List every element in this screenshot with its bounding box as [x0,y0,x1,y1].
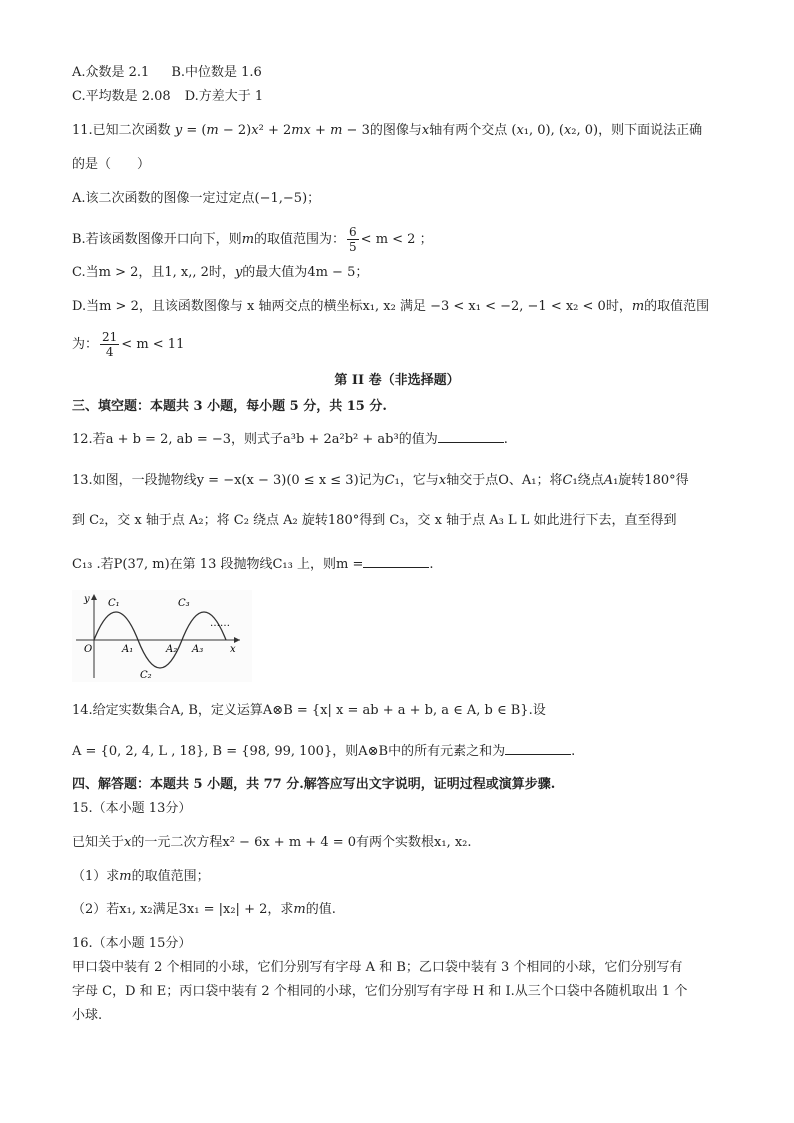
q16-line2: 字母 C，D 和 E；丙口袋中装有 2 个相同的小球，它们分别写有字母 H 和 I.从三个口袋中各随机取出 1 个 [72,984,688,999]
label-dots: …… [210,618,230,629]
q10-options-row1 [72,64,262,82]
label-o: O [84,644,93,655]
q11-option-a: A.该二次函数的图像一定过定点(−1,−5)； [72,191,321,206]
q11-option-d: D.当m > 2，且该函数图像与 x 轴两交点的横坐标x₁, x₂ 满足 −3 < x₁ < −2, −1 < x₂ < 0时，m的取值范围 [72,299,710,314]
q11-stem-cont: 的是（ ） [72,157,151,172]
q14-line2: A = {0, 2, 4, L , 18}, B = {98, 99, 100}，则A⊗B中的所有元素之和为 . [72,744,576,759]
q12: 12.若a + b = 2, ab = −3，则式子a³b + 2a²b² + ab³的值为 . [72,432,508,447]
q13-line1: 13.如图，一段抛物线y = −x(x − 3)(0 ≤ x ≤ 3)记为C₁，它与x轴交于点O、A₁；将C₁绕点A₁旋转180°得 [72,473,689,488]
q11-option-b: B.若该函数图像开口向下，则m的取值范围为： $\frac{6}{5}$ < m < 2 ； [72,225,433,254]
label-a3: A₃ [192,644,204,655]
q10-option-d: D.方差大于 1 [184,89,264,104]
q16-line1: 甲口袋中装有 2 个相同的小球，它们分别写有字母 A 和 B；乙口袋中装有 3 个相同的小球，它们分别写有 [72,960,683,975]
label-a1: A₁ [122,644,134,655]
q10-options-row2 [72,88,263,106]
q11-stem: 11.已知二次函数 y = (m − 2)x² + 2mx + m − 3的图像与x轴有两个交点 (x₁, 0), (x₂, 0)，则下面说法正确 [72,123,703,138]
q10-option-b: B.中位数是 1.6 [171,65,262,80]
q11-option-d-cont: 为： $\frac{21}{4}$ < m < 11 [72,330,185,359]
label-c1: C₁ [108,598,120,609]
q10-option-c: C.平均数是 2.08 [72,89,171,104]
q12-answer-blank [438,430,504,443]
q15-header: 15.（本小题 13分） [72,801,192,816]
section-4-heading: 四、解答题：本题共 5 小题，共 77 分.解答应写出文字说明，证明过程或演算步骤. [72,777,556,792]
q15-part1: （1）求m的取值范围； [72,869,210,884]
q14-line1: 14.给定实数集合A, B，定义运算A⊗B = {x| x = ab + a + b, a ∈ A, b ∈ B}.设 [72,703,546,718]
q16-header: 16.（本小题 15分） [72,936,192,951]
q11-d-fraction: $\frac{21}{4}$ [102,330,118,359]
label-c2: C₂ [140,670,152,681]
label-c3: C₃ [178,598,190,609]
q13-line2: 到 C₂，交 x 轴于点 A₂；将 C₂ 绕点 A₂ 旋转180°得到 C₃，交 x 轴于点 A₃ L L 如此进行下去，直至得到 [72,513,677,528]
q13-line3: C₁₃ .若P(37, m)在第 13 段抛物线C₁₃ 上，则m = . [72,557,434,572]
q10-option-a: A.众数是 2.1 [72,65,150,80]
label-x: x [230,644,236,655]
q11-b-fraction: $\frac{6}{5}$ [349,225,357,254]
label-y: y [84,594,90,605]
label-a2: A₂ [166,644,178,655]
section-ii-title: 第 II 卷（非选择题） [334,373,460,388]
q11-option-c: C.当m > 2，且1, x,, 2时，y的最大值为4m − 5； [72,265,369,280]
section-3-heading: 三、填空题：本题共 3 小题，每小题 5 分，共 15 分. [72,399,387,414]
q15-part2: （2）若x₁, x₂满足3x₁ = |x₂| + 2，求m的值. [72,902,336,917]
q14-answer-blank [505,742,571,755]
q13-answer-blank [363,555,429,568]
q13-parabola-figure [72,590,252,682]
q16-line3: 小球. [72,1008,103,1023]
q15-stem: 已知关于x的一元二次方程x² − 6x + m + 4 = 0有两个实数根x₁, x₂. [72,835,472,850]
